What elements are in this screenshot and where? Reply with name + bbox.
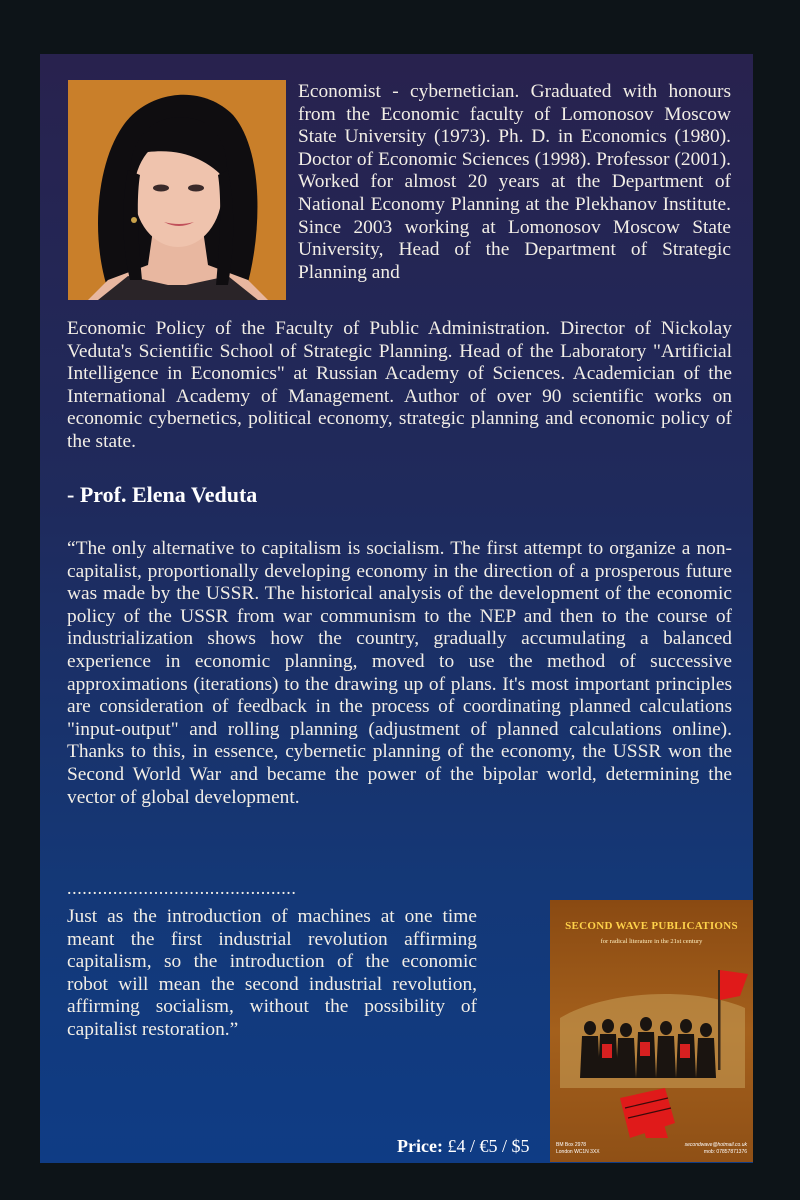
book-address-line1: BM Box 2978	[556, 1142, 587, 1148]
book-address	[556, 1142, 600, 1156]
book-address-line2: London WC1N 3XX	[556, 1149, 600, 1155]
poster-panel	[40, 54, 753, 1163]
book-publisher-title: SECOND WAVE PUBLICATIONS	[565, 920, 738, 932]
book-mobile: mob: 07857871376	[703, 1149, 747, 1155]
bio-bottom-paragraph: Economic Policy of the Faculty of Public Administration. Director of Nickolay Veduta's Scientific School of Strategic Planning. Head of the Laboratory "Artificial Intelligence in Economics" at Russian Academy of Sciences. Academician of the International Academy of Management. Author of over 90 scientific works on economic cybernetics, political economy, strategic planning and economic policy of the state.	[67, 318, 732, 452]
book-contact	[685, 1142, 747, 1156]
dotted-separator: .............................................	[67, 878, 297, 898]
bio-top-paragraph: Economist - cybernetician. Graduated with honours from the Economic faculty of Lomonosov Moscow State University (1973). Ph. D. in Economics (1980). Doctor of Economic Sciences (1998). Professor (2001). Worked for almost 20 years at the Department of National Economy Planning at the Plekhanov Institute. Since 2003 working at Lomonosov Moscow State University, Head of the Department of Strategic Planning and	[298, 81, 731, 283]
price-value: £4 / €5 / $5	[447, 1136, 530, 1156]
author-name: - Prof. Elena Veduta	[67, 482, 258, 507]
book-email: secondwave@hotmail.co.uk	[684, 1142, 747, 1148]
portrait-image	[68, 80, 286, 300]
price-label: Price:	[397, 1136, 443, 1156]
author-portrait	[68, 80, 286, 300]
book-cover-illustration	[550, 948, 753, 1138]
quote-paragraph-2: Just as the introduction of machines at one time meant the first industrial revolution affirming capitalism, so the introduction of the economic robot will mean the second industrial revolution, affirming socialism, without the possibility of capitalist restoration.”	[67, 906, 477, 1040]
book-cover	[550, 900, 753, 1162]
quote-paragraph-1: “The only alternative to capitalism is socialism. The first attempt to organize a non-capitalist, proportionally developing economy in the direction of a prosperous future was made by the USSR. The historical analysis of the development of the economic policy of the USSR from war communism to the NEP and then to the course of industrialization shows how the country, gradually accumulating a balanced experience in economic planning, moved to use the method of successive approximations (iterations) to the drawing up of plans. It's most important principles are consideration of feedback in the process of coordinating planned calculations "input-output" and rolling planning (adjustment of planned calculations online). Thanks to this, in essence, cybernetic planning of the economy, the USSR won the Second World War and became the power of the bipolar world, determining the vector of global development.	[67, 538, 732, 808]
price-line	[397, 1136, 529, 1157]
book-publisher-subtitle: for radical literature in the 21st century	[600, 938, 703, 945]
